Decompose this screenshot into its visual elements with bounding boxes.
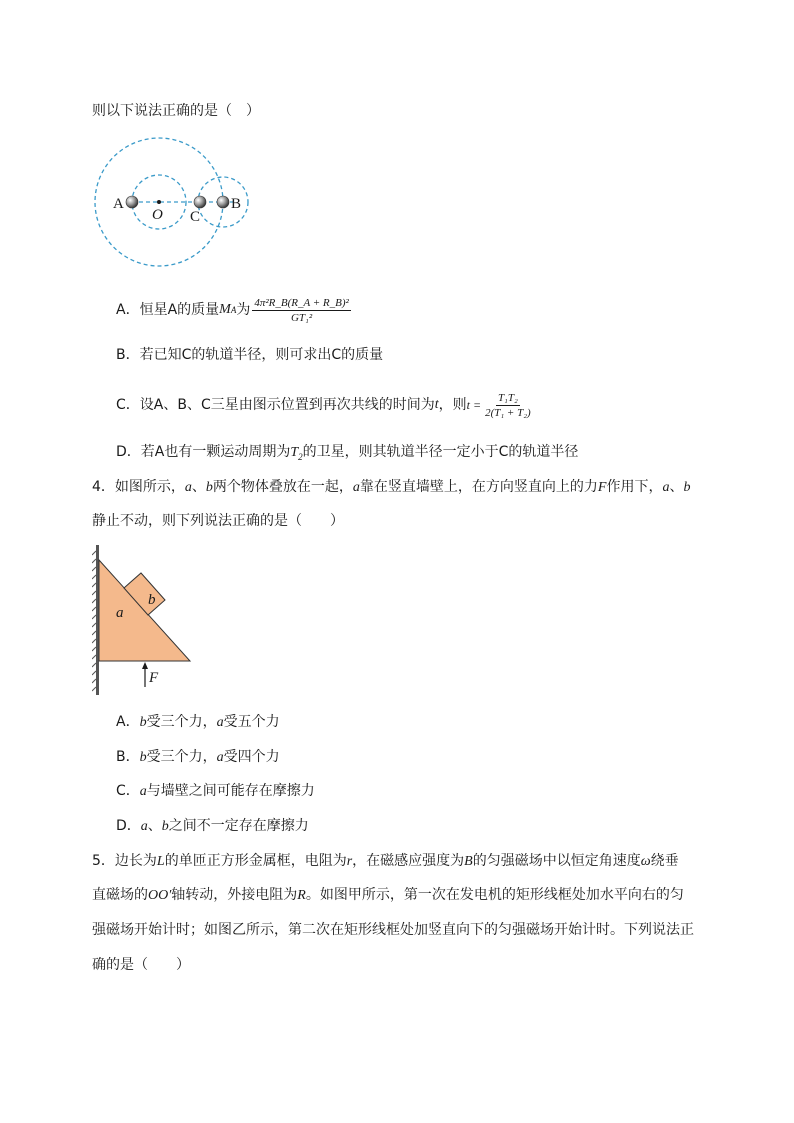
q5-text: 直磁场的 [92,887,148,903]
q5-text: 的单匝正方形金属框，电阻为 [164,853,347,869]
q4-var-b: b [205,480,213,495]
mass-symbol: M [219,302,231,317]
option-var: a [216,715,224,730]
option-c-prefix: C．设A、B、C三星由图示位置到再次共线的时间为 [116,397,435,413]
q5-text: 。如图甲所示，第一次在发电机的矩形线框处加水平向右的匀 [305,887,684,903]
star-c [194,196,206,208]
star-b [217,196,229,208]
q3-option-c [116,387,535,423]
q5-text: 的匀强磁场中以恒定角速度 [472,853,641,869]
q5-text: 5．边长为 [92,853,157,869]
q5-text: ，在磁感应强度为 [352,853,465,869]
q5-var-omega: ω [640,854,651,869]
q4-var-b: b [683,480,691,495]
q3-intro: 则以下说法正确的是（ ） [92,103,260,119]
q3-option-d [116,442,578,467]
mass-numerator: 4π²R_B(R_A + R_B)² [254,296,349,309]
q5-var-r: r [346,854,353,869]
mass-denominator: GT₁² [290,311,313,324]
q5-var-l: L [156,854,165,869]
q5-line-2 [92,885,684,906]
option-text: 受五个力 [223,714,280,730]
option-text: 、 [147,818,162,834]
q4-option-b [116,747,280,768]
q4-var-a: a [352,480,360,495]
option-c-lhs: t = [466,398,482,412]
option-d-var: T [290,445,299,460]
orbit-figure [92,133,252,269]
q5-text: 轴转动，外接电阻为 [171,887,298,903]
label-force-f: F [149,670,159,686]
option-var: a [140,819,148,834]
option-text: 受三个力， [146,714,217,730]
q5-var-b: B [464,854,473,869]
q4-option-a [116,712,280,733]
q3-option-b: B．若已知C的轨道半径，则可求出C的质量 [116,347,384,363]
option-var: b [139,750,147,765]
label-block-a: a [116,605,124,621]
time-fraction [483,391,533,420]
q4-text: 靠在竖直墙壁上，在方向竖直向上的力 [359,479,598,495]
q3-option-a [116,292,353,328]
option-var: a [216,750,224,765]
star-a [126,196,138,208]
q4-line-1 [92,477,690,498]
q4-var-f: F [597,480,607,495]
q5-line-3: 强磁场开始计时；如图乙所示，第二次在矩形线框处加竖直向下的匀强磁场开始计时。下列说法正 [92,922,694,938]
option-var: b [161,819,169,834]
q4-line-2: 静止不动，则下列说法正确的是（ ） [92,513,344,529]
q4-text: 作用下， [606,479,663,495]
mass-sub: A [230,305,237,315]
option-label: A． [116,714,140,730]
force-arrow-head [142,662,148,669]
label-b: B [231,196,242,212]
q4-var-a: a [184,480,192,495]
q5-line-4: 确的是（ ） [92,957,190,973]
label-a: A [113,196,124,212]
center-o [157,200,161,204]
block-figure [92,545,196,697]
q5-line-1 [92,851,679,872]
option-d-prefix: D．若A也有一颗运动周期为 [116,444,291,460]
mass-fraction [252,296,350,325]
option-var: a [139,784,147,799]
q5-var-resistor: R [297,888,306,903]
option-c-var: t [434,397,439,412]
option-text: 之间不一定存在摩擦力 [168,818,309,834]
q4-text: 、 [669,479,684,495]
q4-option-c [116,781,315,802]
option-a-suffix: 为 [236,302,251,318]
option-label: D． [116,818,141,834]
option-d-suffix: 的卫星，则其轨道半径一定小于C的轨道半径 [302,444,579,460]
q4-text: 两个物体叠放在一起， [212,479,353,495]
option-text: 受四个力 [223,749,280,765]
label-o: O [152,207,163,223]
option-label: B． [116,749,140,765]
option-c-mid: ，则 [438,397,467,413]
q4-option-d [116,816,309,837]
wall-hatching [92,551,96,691]
q4-text: 4．如图所示， [92,479,185,495]
label-c: C [190,209,201,225]
q4-var-a: a [662,480,670,495]
option-label: C． [116,783,140,799]
time-denominator: 2(T₁ + T₂) [485,406,531,419]
option-var: b [139,715,147,730]
q4-text: 、 [191,479,206,495]
option-text: 与墙壁之间可能存在摩擦力 [146,783,315,799]
q5-var-axis: OO′ [148,888,172,903]
q5-text: 绕垂 [650,853,679,869]
option-d-var-sub: 2 [298,451,303,462]
option-a-prefix: A．恒星A的质量 [116,302,220,318]
option-text: 受三个力， [146,749,217,765]
label-block-b: b [148,592,156,608]
time-numerator: T₁T₂ [497,391,518,404]
